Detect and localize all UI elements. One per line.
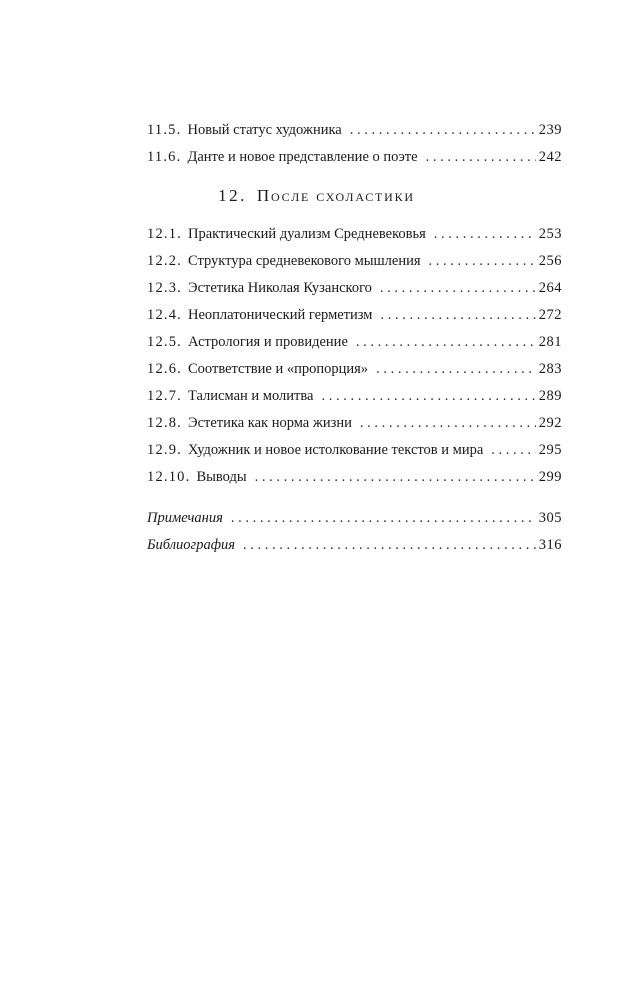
dot-leader — [360, 410, 536, 437]
dot-leader — [243, 532, 536, 559]
toc-entry-title: Эстетика как норма жизни — [188, 415, 352, 431]
toc-entry-page: 299 — [538, 469, 562, 485]
toc-entry-page: 281 — [538, 334, 562, 350]
dot-leader — [491, 437, 535, 464]
dot-leader — [426, 144, 536, 171]
toc-entry-title: Астрология и провидение — [188, 334, 348, 350]
toc-entry[interactable] — [147, 329, 562, 356]
toc-entry-page: 292 — [538, 415, 562, 431]
chapter-heading — [0, 184, 633, 208]
toc-entry-number: 12.10. — [147, 469, 191, 485]
toc-entry-title: Данте и новое представление о поэте — [187, 149, 418, 165]
toc-entry[interactable] — [147, 302, 562, 329]
chapter-number: 12. — [218, 186, 247, 205]
toc-entry[interactable] — [147, 464, 562, 491]
toc-entry-title: Эстетика Николая Кузанского — [188, 280, 372, 296]
toc-chapter-section — [147, 221, 562, 491]
toc-entry-number: 12.5. — [147, 334, 182, 350]
toc-entry-title: Талисман и молитва — [188, 388, 314, 404]
toc-entry-bibliography[interactable] — [147, 532, 562, 559]
dot-leader — [255, 464, 536, 491]
toc-entry[interactable] — [147, 144, 562, 171]
dot-leader — [356, 329, 536, 356]
toc-entry-number: 12.2. — [147, 253, 182, 269]
toc-entry-title: Примечания — [147, 510, 223, 526]
toc-entry-number: 12.4. — [147, 307, 182, 323]
toc-entry-title: Соответствие и «пропорция» — [188, 361, 369, 377]
toc-entry[interactable] — [147, 383, 562, 410]
toc-entry[interactable] — [147, 221, 562, 248]
toc-entry[interactable] — [147, 275, 562, 302]
toc-entry-number: 12.6. — [147, 361, 182, 377]
toc-entry-page: 316 — [538, 537, 562, 553]
toc-entry-notes[interactable] — [147, 505, 562, 532]
dot-leader — [376, 356, 536, 383]
dot-leader — [429, 248, 536, 275]
toc-entry-page: 264 — [538, 280, 562, 296]
toc-entry-title: Структура средневекового мышления — [188, 253, 421, 269]
dot-leader — [380, 275, 536, 302]
toc-entry[interactable] — [147, 437, 562, 464]
toc-entry-title: Практический дуализм Средневековья — [188, 226, 426, 242]
toc-entry-page: 295 — [538, 442, 562, 458]
toc-top-section — [147, 117, 562, 171]
toc-entry-title: Новый статус художника — [187, 122, 342, 138]
toc-entry-page: 283 — [538, 361, 562, 377]
toc-entry-page: 256 — [538, 253, 562, 269]
toc-entry-page: 305 — [538, 510, 562, 526]
toc-entry-number: 12.3. — [147, 280, 182, 296]
toc-entry-title: Библиография — [147, 537, 235, 553]
chapter-title: После схоластики — [256, 186, 415, 205]
dot-leader — [380, 302, 535, 329]
toc-entry[interactable] — [147, 410, 562, 437]
dot-leader — [321, 383, 535, 410]
toc-entry-title: Художник и новое истолкование текстов и мира — [188, 442, 484, 458]
toc-entry-number: 11.5. — [147, 122, 182, 138]
toc-entry-page: 272 — [538, 307, 562, 323]
toc-back-matter — [147, 505, 562, 559]
toc-entry-number: 11.6. — [147, 149, 182, 165]
toc-entry[interactable] — [147, 117, 562, 144]
dot-leader — [350, 117, 536, 144]
toc-entry-number: 12.9. — [147, 442, 182, 458]
toc-entry-number: 12.1. — [147, 226, 182, 242]
toc-entry-page: 242 — [538, 149, 562, 165]
toc-entry-page: 239 — [538, 122, 562, 138]
toc-entry[interactable] — [147, 356, 562, 383]
toc-entry-title: Неоплатонический герметизм — [188, 307, 373, 323]
toc-entry-number: 12.7. — [147, 388, 182, 404]
toc-entry-page: 289 — [538, 388, 562, 404]
toc-entry-title: Выводы — [196, 469, 247, 485]
toc-entry-number: 12.8. — [147, 415, 182, 431]
dot-leader — [231, 505, 536, 532]
toc-entry-page: 253 — [538, 226, 562, 242]
toc-entry[interactable] — [147, 248, 562, 275]
dot-leader — [434, 221, 536, 248]
